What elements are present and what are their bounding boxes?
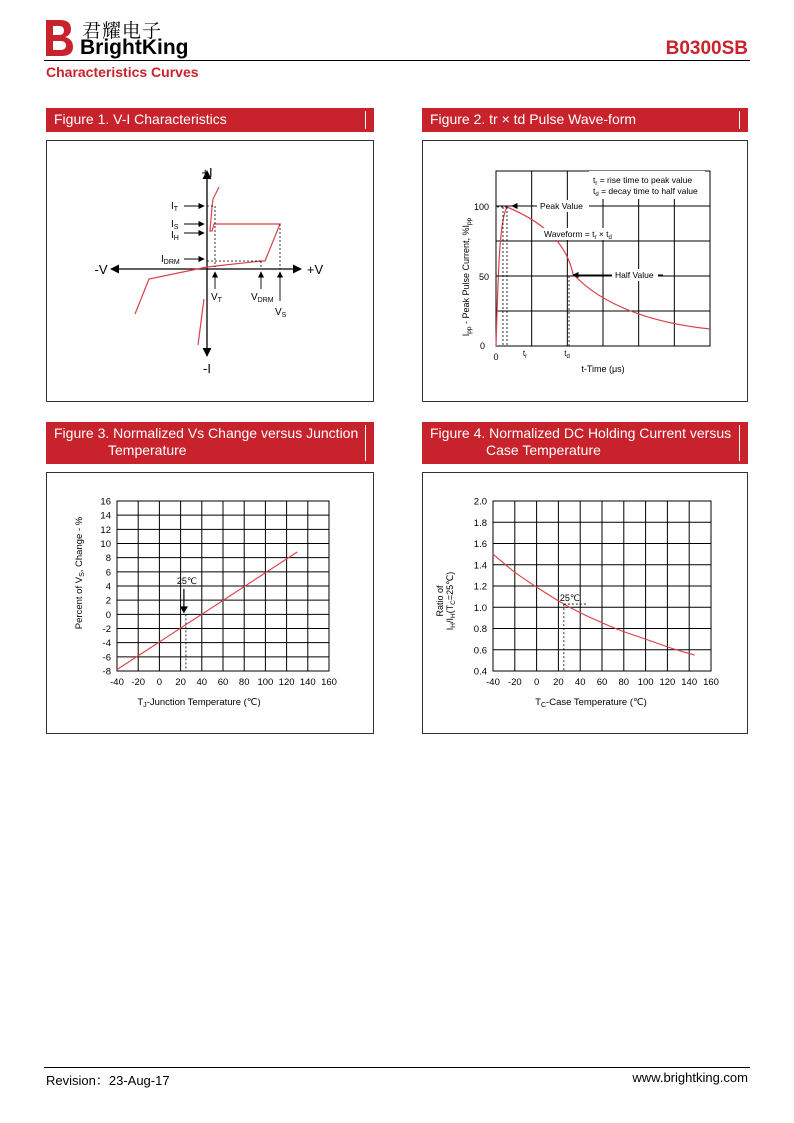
ih-chart-xtick: 140 — [681, 677, 698, 688]
logo-english-name: BrightKing — [80, 36, 189, 59]
figure4-box — [422, 472, 748, 734]
vi-idrm-label: $I_{DRM}$ — [161, 254, 180, 266]
pulse-ytick-0: 0 — [479, 341, 485, 351]
ih-chart-ytick: 1.8 — [473, 517, 487, 529]
figure4-title-line2: Case Temperature — [486, 442, 601, 458]
vs-chart-ytick: 2 — [105, 595, 111, 607]
vs-chart-ytick: 16 — [100, 496, 111, 508]
figure4-title-bar — [422, 422, 748, 464]
figure2-box — [422, 140, 748, 402]
vs-chart-ytick: 0 — [105, 609, 111, 621]
vi-plus-i-label: +I — [201, 165, 213, 180]
figure2-title-bar — [422, 108, 748, 132]
vs-chart-xtick: 20 — [175, 677, 186, 688]
vs-chart-ytick: 12 — [100, 524, 111, 536]
ih-chart-ytick: 2.0 — [473, 496, 487, 508]
vi-is-label: $I_S$ — [171, 219, 179, 231]
ih-chart-xtick: -40 — [486, 677, 500, 688]
vs-chart-xtick: 40 — [196, 677, 208, 688]
brightking-logo-icon — [44, 18, 74, 58]
vi-curve-negative — [198, 299, 204, 345]
vs-chart-ytick: -2 — [102, 624, 111, 635]
figure1-title-bar — [46, 108, 374, 132]
figure3-title-line1: Figure 3. Normalized Vs Change versus Junction — [54, 425, 359, 441]
vs-chart-ytick: 10 — [100, 539, 111, 550]
pulse-legend-td: $t_d$ = decay time to half value — [593, 186, 698, 198]
header-divider — [44, 60, 750, 61]
ih-chart-xtick: 160 — [703, 677, 719, 688]
pulse-half-label: Half Value — [615, 270, 654, 280]
vi-diagram — [47, 141, 373, 401]
pulse-waveform-label: Waveform = $t_r \times t_d$ — [544, 229, 612, 241]
vs-chart-xtick: -40 — [110, 677, 124, 688]
vi-ih-label: $I_H$ — [171, 230, 179, 242]
vi-minus-i-label: -I — [203, 361, 211, 376]
vs-chart-xtick: 140 — [299, 677, 316, 688]
vs-chart-xtick: 120 — [278, 677, 295, 688]
vs-chart-ytick: 8 — [105, 553, 111, 565]
ih-chart-ytick: 1.0 — [473, 602, 487, 614]
pulse-peak-label: Peak Value — [540, 201, 583, 211]
pulse-ytick-100: 100 — [473, 202, 489, 212]
vs-chart-xtick: -20 — [131, 677, 146, 688]
vi-vt-label: $V_T$ — [211, 292, 222, 304]
ih-chart-ylabel-line1: Ratio of — [435, 585, 445, 617]
footer-website[interactable]: www.brightking.com — [632, 1070, 748, 1085]
pulse-ylabel: $I_{pp}$ - Peak Pulse Current, $\%I_{pp}$ — [461, 217, 473, 337]
ih-chart-ytick: 0.6 — [473, 645, 487, 657]
pulse-tr-tick: $t_r$ — [522, 349, 528, 360]
pulse-xtick-0: 0 — [493, 352, 499, 362]
ih-chart-25c-label: 25℃ — [559, 592, 580, 603]
vs-chart-ytick: -6 — [102, 652, 111, 664]
footer-revision: Revision：23-Aug-17 — [46, 1073, 170, 1088]
figure1-title: Figure 1. V-I Characteristics — [54, 111, 227, 127]
ih-chart-xtick: 0 — [533, 677, 540, 688]
vs-change-chart — [47, 473, 373, 733]
vs-chart-25c-label: 25℃ — [176, 575, 198, 586]
pulse-legend-tr: $t_r$ = rise time to peak value — [593, 175, 693, 187]
ih-chart-ytick: 1.6 — [473, 539, 487, 550]
pulse-ytick-50: 50 — [478, 272, 489, 282]
figure1-box — [46, 140, 374, 402]
footer-divider — [44, 1067, 750, 1068]
ih-chart-xlabel: $T_C$-Case Temperature (℃) — [535, 697, 647, 709]
ih-chart-xtick: 120 — [659, 677, 676, 688]
vs-chart-ylabel: Percent of $V_S$, Change - % — [74, 516, 86, 630]
ih-chart-xtick: 80 — [618, 677, 630, 688]
logo-chinese-name: 君耀电子 — [82, 20, 163, 42]
ih-chart-xtick: 40 — [574, 677, 586, 688]
ih-chart-xtick: -20 — [507, 677, 522, 688]
vs-chart-xtick: 60 — [217, 677, 229, 688]
figure3-title-line2: Temperature — [108, 442, 187, 458]
figure4-title-line1: Figure 4. Normalized DC Holding Current versus — [430, 425, 732, 441]
ih-chart-ytick: 1.4 — [473, 560, 487, 572]
vi-minus-v-label: -V — [94, 262, 108, 277]
figure2-title: Figure 2. tr × td Pulse Wave-form — [430, 111, 637, 127]
vs-chart-ytick: 4 — [105, 581, 111, 593]
part-number: B0300SB — [665, 38, 748, 59]
vs-chart-xlabel: $T_J$-Junction Temperature (℃) — [137, 697, 261, 709]
vs-chart-ytick: -4 — [102, 638, 111, 650]
ih-chart-xtick: 20 — [553, 677, 564, 688]
ih-chart-ylabel-line2: $I_H/I_H(T_C=25℃)$ — [445, 571, 457, 631]
ih-chart-series-line — [493, 554, 695, 655]
ih-chart-ytick: 0.4 — [473, 666, 487, 678]
pulse-td-tick: $t_d$ — [564, 349, 570, 360]
vs-chart-xtick: 0 — [156, 677, 163, 688]
ih-chart-ytick: 1.2 — [473, 581, 487, 593]
pulse-diagram — [423, 141, 747, 401]
section-title: Characteristics Curves — [46, 64, 199, 80]
vs-chart-xtick: 160 — [321, 677, 337, 688]
vi-plus-v-label: +V — [306, 262, 324, 277]
ih-chart-xtick: 60 — [596, 677, 608, 688]
vi-vs-label: $V_S$ — [275, 307, 287, 319]
ih-chart-xtick: 100 — [637, 677, 654, 688]
figure3-title-bar — [46, 422, 374, 464]
ih-chart-ytick: 0.8 — [473, 624, 487, 635]
vs-chart-ytick: 6 — [105, 567, 111, 579]
vs-chart-series-line — [117, 552, 297, 670]
holding-current-chart — [423, 473, 747, 733]
vs-chart-xtick: 80 — [238, 677, 250, 688]
vi-vdrm-label: $V_{DRM}$ — [251, 292, 274, 304]
vs-chart-ytick: -8 — [102, 666, 111, 678]
vs-chart-xtick: 100 — [257, 677, 274, 688]
vi-it-label: $I_T$ — [171, 201, 179, 213]
vs-chart-ytick: 14 — [100, 510, 111, 522]
pulse-xlabel: t-Time (μs) — [581, 364, 625, 374]
figure3-box — [46, 472, 374, 734]
